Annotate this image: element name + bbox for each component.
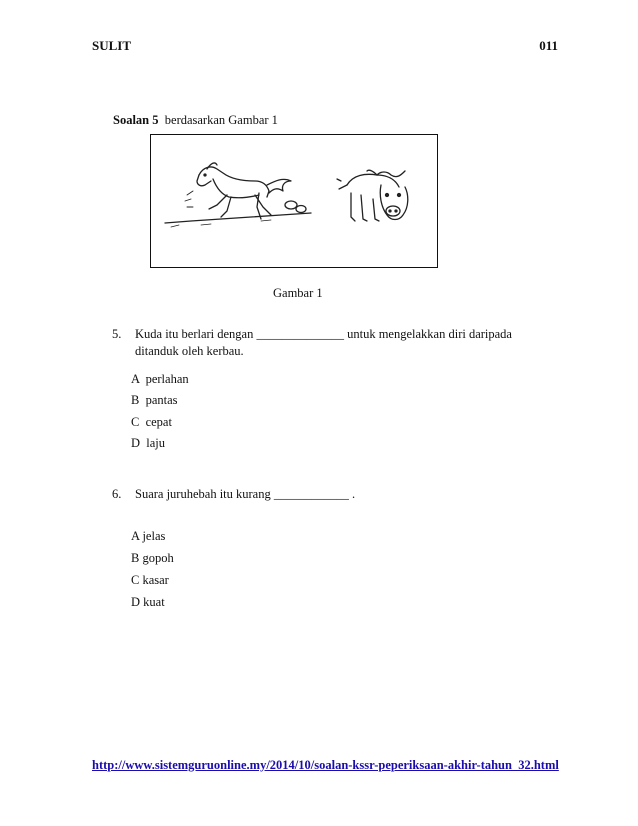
figure-illustration (151, 135, 437, 267)
horse-running-icon (185, 163, 306, 219)
section-heading (113, 113, 278, 128)
question-5-line1: Kuda itu berlari dengan ______________ untuk mengelakkan diri daripada (135, 327, 512, 341)
question-5-number: 5. (112, 327, 122, 341)
header-left: SULIT (92, 38, 132, 53)
footer-source-link[interactable]: http://www.sistemguruonline.my/2014/10/soalan-kssr-peperiksaan-akhir-tahun_32.html (92, 758, 559, 772)
figure-frame (150, 134, 438, 268)
buffalo-icon (337, 170, 408, 221)
q6-option-a[interactable]: A jelas (131, 529, 166, 543)
header-right: 011 (539, 38, 558, 53)
q5-option-b[interactable]: B pantas (131, 393, 178, 407)
q6-option-c[interactable]: C kasar (131, 573, 169, 587)
q5-option-d[interactable]: D laju (131, 436, 166, 450)
q5-option-c[interactable]: C cepat (131, 415, 172, 429)
section-suffix: berdasarkan Gambar 1 (164, 113, 278, 127)
question-6-number: 6. (112, 487, 122, 501)
q5-option-a[interactable]: A perlahan (131, 372, 189, 386)
section-prefix: Soalan 5 (113, 113, 159, 127)
q6-option-d[interactable]: D kuat (131, 595, 165, 609)
question-5-line2: ditanduk oleh kerbau. (135, 344, 244, 358)
q6-option-b[interactable]: B gopoh (131, 551, 174, 565)
ground-line (165, 213, 311, 223)
figure-caption: Gambar 1 (273, 286, 323, 300)
question-6-line1: Suara juruhebah itu kurang ____________ . (135, 487, 356, 501)
